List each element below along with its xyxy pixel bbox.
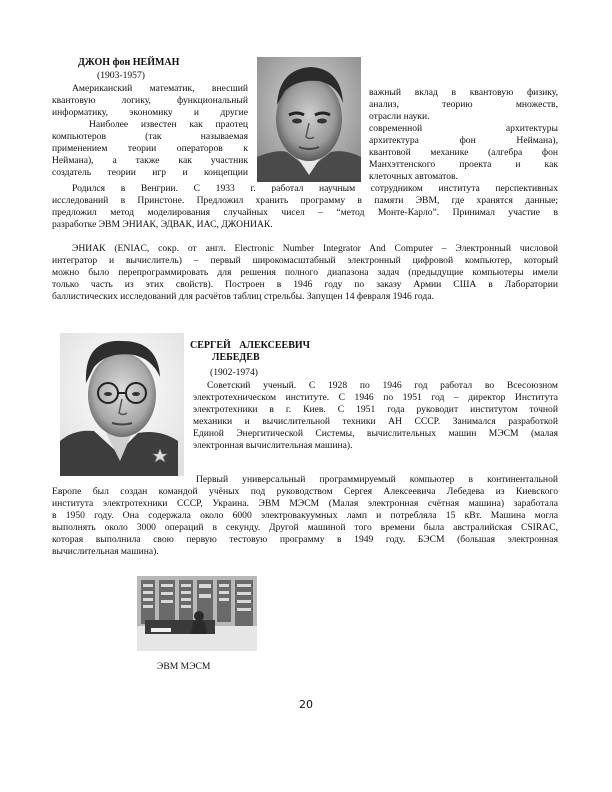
text-line: только часть из этих свойств). Построен в 1946 году по заказу Армии США в Лаборатории: [52, 279, 558, 290]
text-line: клеточных автоматов.: [369, 171, 458, 182]
text-line: электротехники в г. Киев. С 1951 года руководит институтом точной: [193, 404, 558, 415]
text-line: компьютеров (так называемая: [52, 131, 248, 142]
text-line: современной архитектуры: [369, 123, 558, 134]
page-number: 20: [299, 698, 313, 711]
text-line: в 1950 году. Она содержала около 6000 электровакуумных ламп и потребляла 15 кВт. Машина могла: [52, 510, 558, 521]
text-line: вычислительная машина).: [52, 546, 159, 557]
text-line: института электротехники СССР, Украина. ЭВМ МЭСМ (Малая электронная счётная машина) заработала: [52, 498, 558, 509]
lebedev-name-line1: СЕРГЕЙ АЛЕКСЕЕВИЧ: [190, 340, 311, 351]
portrait-image-icon: [257, 57, 361, 182]
text-line: важный вклад в квантовую физику,: [369, 87, 558, 98]
text-line: квантовой механике (алгебра фон: [369, 147, 558, 158]
text-line: Единой Энергитической Системы, вычислительных машин МЭСМ (малая: [193, 428, 558, 439]
portrait-image-icon: [60, 333, 184, 476]
neumann-name-heading: ДЖОН фон НЕЙМАН: [78, 57, 180, 68]
text-line: электронная вычислительная машина).: [193, 440, 353, 451]
text-line: Манхэттенского проекта и как: [369, 159, 558, 170]
text-line: квантовую логику, функциональный: [52, 95, 248, 106]
text-line: электротехническом институте. С 1946 по 1951 год – директор Института: [193, 392, 558, 403]
text-line: которая выполнила свою первую тестовую программу в 1949 году. БЭСМ (большая электронная: [52, 534, 558, 545]
text-line: баллистических исследований для расчётов таблиц стрельбы. Запущен 14 февраля 1946 года.: [52, 291, 434, 302]
mesm-photo-caption: ЭВМ МЭСМ: [157, 661, 211, 672]
text-line: архитектура фон Неймана),: [369, 135, 558, 146]
text-line: анализ, теорию множеств,: [369, 99, 558, 110]
text-line: Родился в Венгрии. С 1933 г. работал научным сотрудником института перспективных: [72, 183, 558, 194]
text-line: исследований в Принстоне. Предложил хранить программу в памяти ЭВМ, где хранятся данные;: [52, 195, 558, 206]
text-line: применением теории операторов к: [52, 143, 248, 154]
text-line: Наиболее известен как праотец: [89, 119, 248, 130]
text-line: Первый универсальный программируемый компьютер в континентальной: [196, 474, 558, 485]
lebedev-years: (1902-1974): [210, 367, 258, 378]
text-line: интегратор и вычислитель) – первый широкомасштабный электронный цифровой компьютер, который: [52, 255, 558, 266]
text-line: ЭНИАК (ENIAC, сокр. от англ. Electronic Number Integrator And Computer – Электронный числовой: [72, 243, 558, 254]
text-line: выполнять около 3000 операций в секунду. Другой машиной того времени была австралийская CSIRAC,: [52, 522, 558, 533]
text-line: Советский ученый. С 1928 по 1946 год работал во Всесоюзном: [207, 380, 558, 391]
text-line: механики и вычислительной техники АН СССР. Занимался разработкой: [193, 416, 558, 427]
text-line: разработке ЭВМ ЭНИАК, ЭДВАК, ИАС, ДЖОНИАК.: [52, 219, 273, 230]
text-line: отрасли науки.: [369, 111, 430, 122]
text-line: Американский математик, внесший: [72, 83, 248, 94]
mesm-computer-photo: [137, 576, 257, 651]
neumann-portrait: [257, 57, 361, 182]
text-line: можно было перепрограммировать для решения полного диапазона задач (предыдущие компьютеры имели: [52, 267, 558, 278]
lebedev-name-line2: ЛЕБЕДЕВ: [212, 352, 260, 363]
text-line: создатель теории игр и концепции: [52, 167, 248, 178]
text-line: Неймана), а также как участник: [52, 155, 248, 166]
computer-room-image-icon: [137, 576, 257, 651]
text-line: предложил метод моделирования случайных чисел – “метод Монте-Карло”. Принимал участие в: [52, 207, 558, 218]
lebedev-portrait: [60, 333, 184, 476]
text-line: информатику, экономику и другие: [52, 107, 248, 118]
text-line: Европе был создан командой учёных под руководством Сергея Алексеевича Лебедева из Киевского: [52, 486, 558, 497]
neumann-years: (1903-1957): [97, 70, 145, 81]
